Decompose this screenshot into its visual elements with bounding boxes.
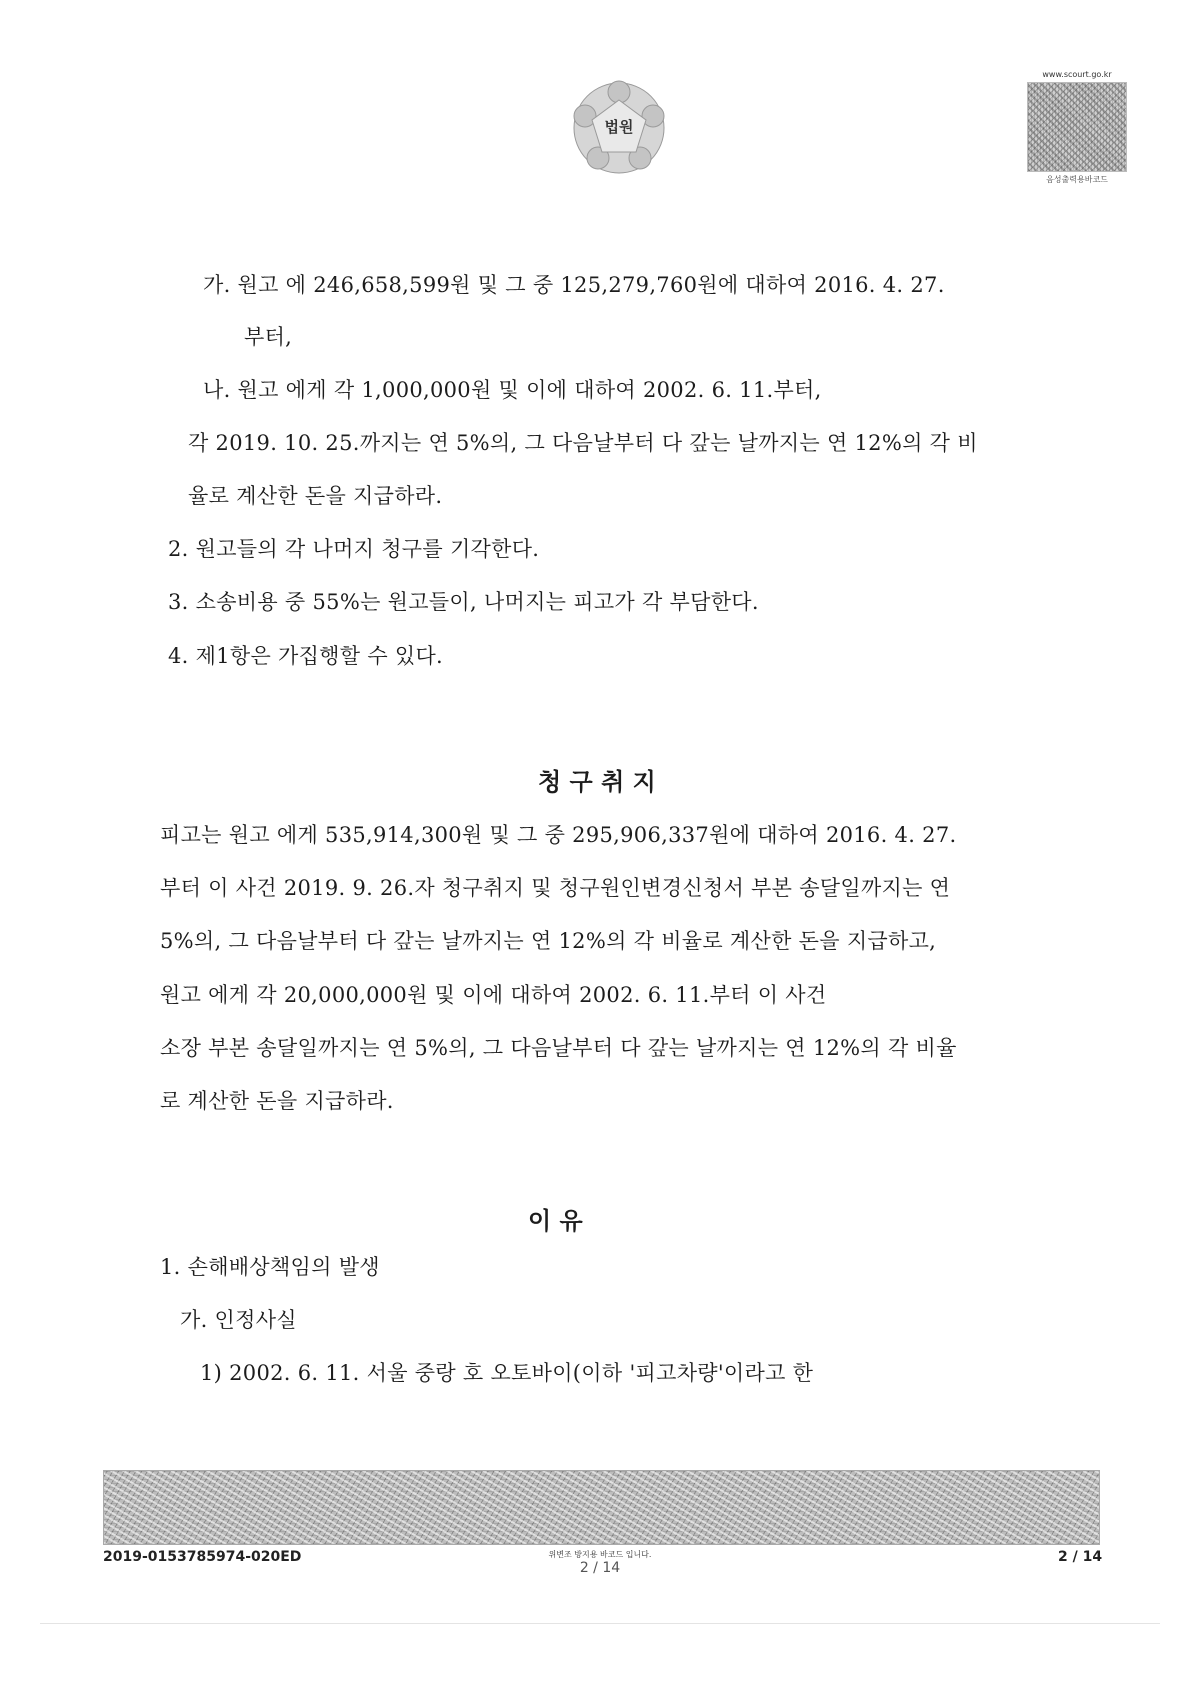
claim-line-6: 로 계산한 돈을 지급하라. [160, 1089, 394, 1113]
reason-paragraph-1: 1) 2002. 6. 11. 서울 중랑 호 오토바이(이하 '피고차량'이라고 한 [200, 1361, 814, 1385]
qr-caption: 음성출력용바코드 [1046, 175, 1108, 184]
claim-line-5: 소장 부본 송달일까지는 연 5%의, 그 다음날부터 다 갚는 날까지는 연 12%의 각 비율 [160, 1036, 957, 1060]
order-item-4: 4. 제1항은 가집행할 수 있다. [168, 644, 444, 668]
order-item-3: 3. 소송비용 중 55%는 원고들이, 나머지는 피고가 각 부담한다. [168, 590, 759, 614]
qr-url: www.scourt.go.kr [1042, 70, 1112, 79]
order-item-na-line1: 나. 원고 에게 각 1,000,000원 및 이에 대하여 2002. 6. 11.부터, [203, 378, 822, 402]
court-seal-emblem [566, 78, 672, 178]
reason-subsection-ga: 가. 인정사실 [180, 1308, 297, 1332]
reason-heading: 이 유 [528, 1207, 583, 1235]
seal-text: 법원 [604, 118, 634, 136]
document-id: 2019-0153785974-020ED [103, 1549, 302, 1565]
page-number: 2 / 14 [1058, 1549, 1103, 1565]
forgery-note: 위변조 방지용 바코드 입니다. [548, 1550, 652, 1559]
order-item-na-line2: 각 2019. 10. 25.까지는 연 5%의, 그 다음날부터 다 갚는 날까지는 연 12%의 각 비 [188, 431, 978, 455]
footer-center [510, 1550, 690, 1576]
claim-line-2: 부터 이 사건 2019. 9. 26.자 청구취지 및 청구원인변경신청서 부본 송달일까지는 연 [160, 876, 951, 900]
order-item-2: 2. 원고들의 각 나머지 청구를 기각한다. [168, 537, 540, 561]
order-item-ga-line1: 가. 원고 에 246,658,599원 및 그 중 125,279,760원에 대하여 2016. 4. 27. [203, 273, 945, 297]
claim-line-3: 5%의, 그 다음날부터 다 갚는 날까지는 연 12%의 각 비율로 계산한 돈을 지급하고, [160, 929, 937, 953]
reason-section-1: 1. 손해배상책임의 발생 [160, 1255, 380, 1279]
order-item-ga-line2: 부터, [244, 325, 293, 349]
anti-forgery-barcode [103, 1470, 1100, 1545]
voice-output-barcode [1027, 70, 1127, 182]
order-item-na-line3: 율로 계산한 돈을 지급하라. [188, 484, 443, 508]
claim-heading: 청 구 취 지 [538, 768, 656, 796]
claim-line-1: 피고는 원고 에게 535,914,300원 및 그 중 295,906,337원에 대하여 2016. 4. 27. [160, 823, 957, 847]
qr-code-icon [1027, 82, 1127, 172]
claim-line-4: 원고 에게 각 20,000,000원 및 이에 대하여 2002. 6. 11.부터 이 사건 [160, 983, 827, 1007]
scan-edge-line [40, 1623, 1160, 1624]
center-page-number: 2 / 14 [579, 1560, 621, 1576]
